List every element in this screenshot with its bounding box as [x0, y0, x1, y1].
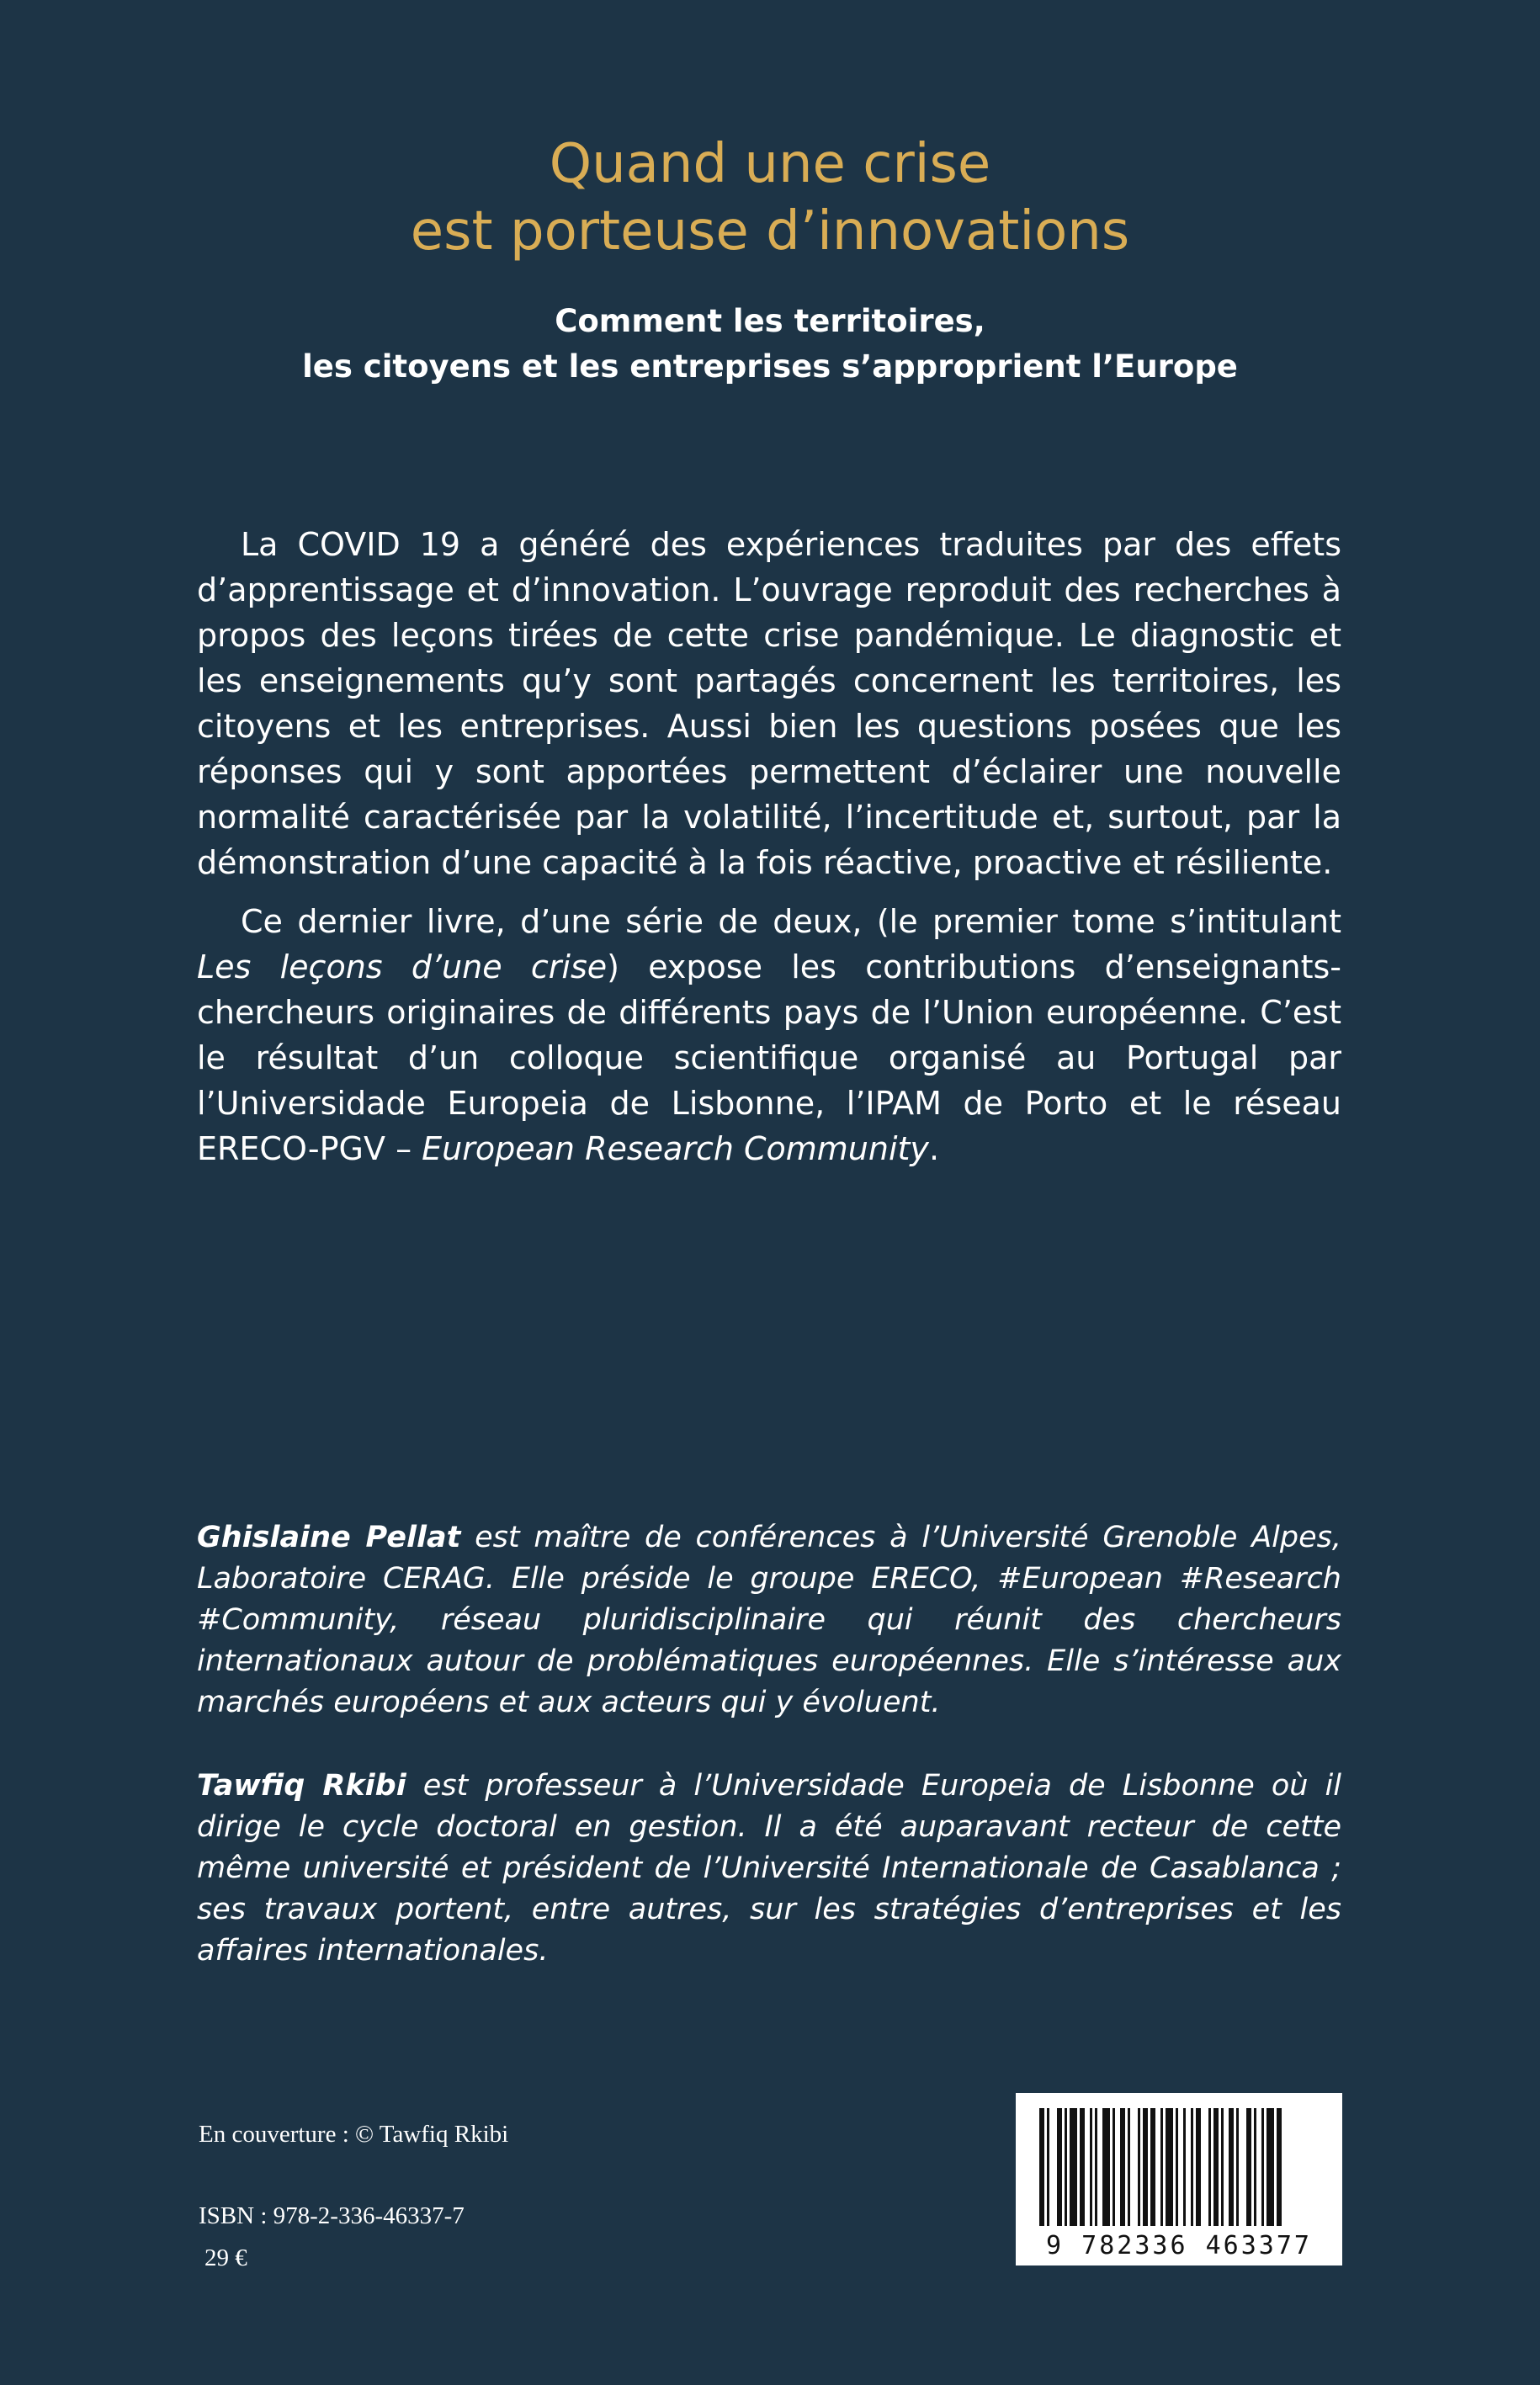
back-cover-blurb [197, 522, 1341, 1185]
barcode-bar [1183, 2108, 1186, 2226]
isbn: ISBN : 978-2-336-46337-7 [199, 2202, 465, 2229]
barcode-digits: 9 782336 463377 [1046, 2231, 1312, 2260]
barcode-bar [1267, 2108, 1274, 2226]
barcode-bar [1102, 2108, 1110, 2226]
book-title [0, 130, 1540, 265]
cover-credit: En couverture : © Tawfiq Rkibi [199, 2121, 509, 2148]
barcode-bar [1138, 2108, 1140, 2226]
barcode-bar [1221, 2108, 1224, 2226]
price: 29 € [204, 2244, 247, 2271]
book-reference: Les leçons d’une crise [197, 948, 608, 985]
barcode-bar [1039, 2108, 1044, 2226]
barcode-bar [1143, 2108, 1148, 2226]
barcode-bar [1166, 2108, 1173, 2226]
barcode-bar [1095, 2108, 1097, 2226]
subtitle-line-1: Comment les territoires, [555, 303, 985, 339]
barcode-bar [1191, 2108, 1193, 2226]
barcode-bar [1213, 2108, 1219, 2226]
barcode-bar [1070, 2108, 1077, 2226]
title-line-1: Quand une crise [549, 133, 991, 195]
barcode-bar [1236, 2108, 1239, 2226]
barcode-bar [1261, 2108, 1264, 2226]
network-name: European Research Community [422, 1130, 929, 1167]
blurb-paragraph-1: La COVID 19 a généré des expériences traduites par des effets d’apprentissage et d’innovation. L’ouvrage reproduit des recherches à propos des leçons tirées de cette crise pandémique. Le diagnostic et les enseignements qu’y sont partagés concernent les territoires, les citoyens et les entreprises. Aussi bien les questions posées que les réponses qui y sont apportées permettent d’éclairer une nouvelle normalité caractérisée par la volatilité, l’incertitude et, surtout, par la démonstration d’une capacité à la fois réactive, proactive et résiliente. [197, 526, 1341, 881]
barcode-bar [1229, 2108, 1234, 2226]
author-bio-text: est maître de conférences à l’Université Grenoble Alpes, Laboratoire CERAG. Elle préside le groupe ERECO, #European #Research #Community, réseau pluridisciplinaire qui réunit des chercheurs internationaux autour de problématiques européennes. Elle s’intéresse aux marchés européens et aux acteurs qui y évoluent. [197, 1521, 1341, 1719]
book-subtitle [0, 299, 1540, 390]
barcode-bar [1057, 2108, 1062, 2226]
barcode-bar [1047, 2108, 1049, 2226]
author-bio [197, 1766, 1341, 1972]
blurb-text: . [928, 1130, 940, 1167]
barcode-bar [1196, 2108, 1201, 2226]
barcode-bar [1277, 2108, 1282, 2226]
barcode-bar [1113, 2108, 1115, 2226]
author-name: Tawfiq Rkibi [197, 1769, 406, 1803]
barcode-bar [1065, 2108, 1067, 2226]
title-line-2: est porteuse d’innovations [410, 200, 1130, 263]
barcode-bars [1016, 2093, 1342, 2232]
blurb-text: ) expose les contributions d’enseignants-chercheurs originaires de différents pays de l’Union européenne. C’est le résultat d’un colloque scientifique organisé au Portugal par l’Universidade Europeia de Lisbonne, l’IPAM de Porto et le réseau ERECO-PGV – [197, 948, 1341, 1167]
author-bio-text: est professeur à l’Universidade Europeia de Lisbonne où il dirige le cycle doctoral en gestion. Il a été auparavant recteur de cette même université et président de l’Université Internationale de Casablanca ; ses travaux portent, entre autres, sur les stratégies d’entreprises et les affaires internationales. [197, 1769, 1341, 1968]
author-bios [197, 1517, 1341, 2014]
barcode-bar [1080, 2108, 1085, 2226]
barcode [1016, 2093, 1342, 2265]
barcode-bar [1120, 2108, 1125, 2226]
barcode-bar [1254, 2108, 1256, 2226]
blurb-text: Ce dernier livre, d’une série de deux, (le premier tome s’intitulant [241, 903, 1341, 940]
barcode-bar [1128, 2108, 1130, 2226]
blurb-paragraph-2 [197, 899, 1341, 1171]
barcode-bar [1246, 2108, 1251, 2226]
barcode-bar [1176, 2108, 1178, 2226]
barcode-bar [1160, 2108, 1163, 2226]
barcode-bar [1090, 2108, 1092, 2226]
author-name: Ghislaine Pellat [197, 1521, 461, 1554]
barcode-bar [1150, 2108, 1155, 2226]
subtitle-line-2: les citoyens et les entreprises s’approprient l’Europe [302, 348, 1238, 385]
barcode-bar [1208, 2108, 1211, 2226]
author-bio [197, 1517, 1341, 1724]
